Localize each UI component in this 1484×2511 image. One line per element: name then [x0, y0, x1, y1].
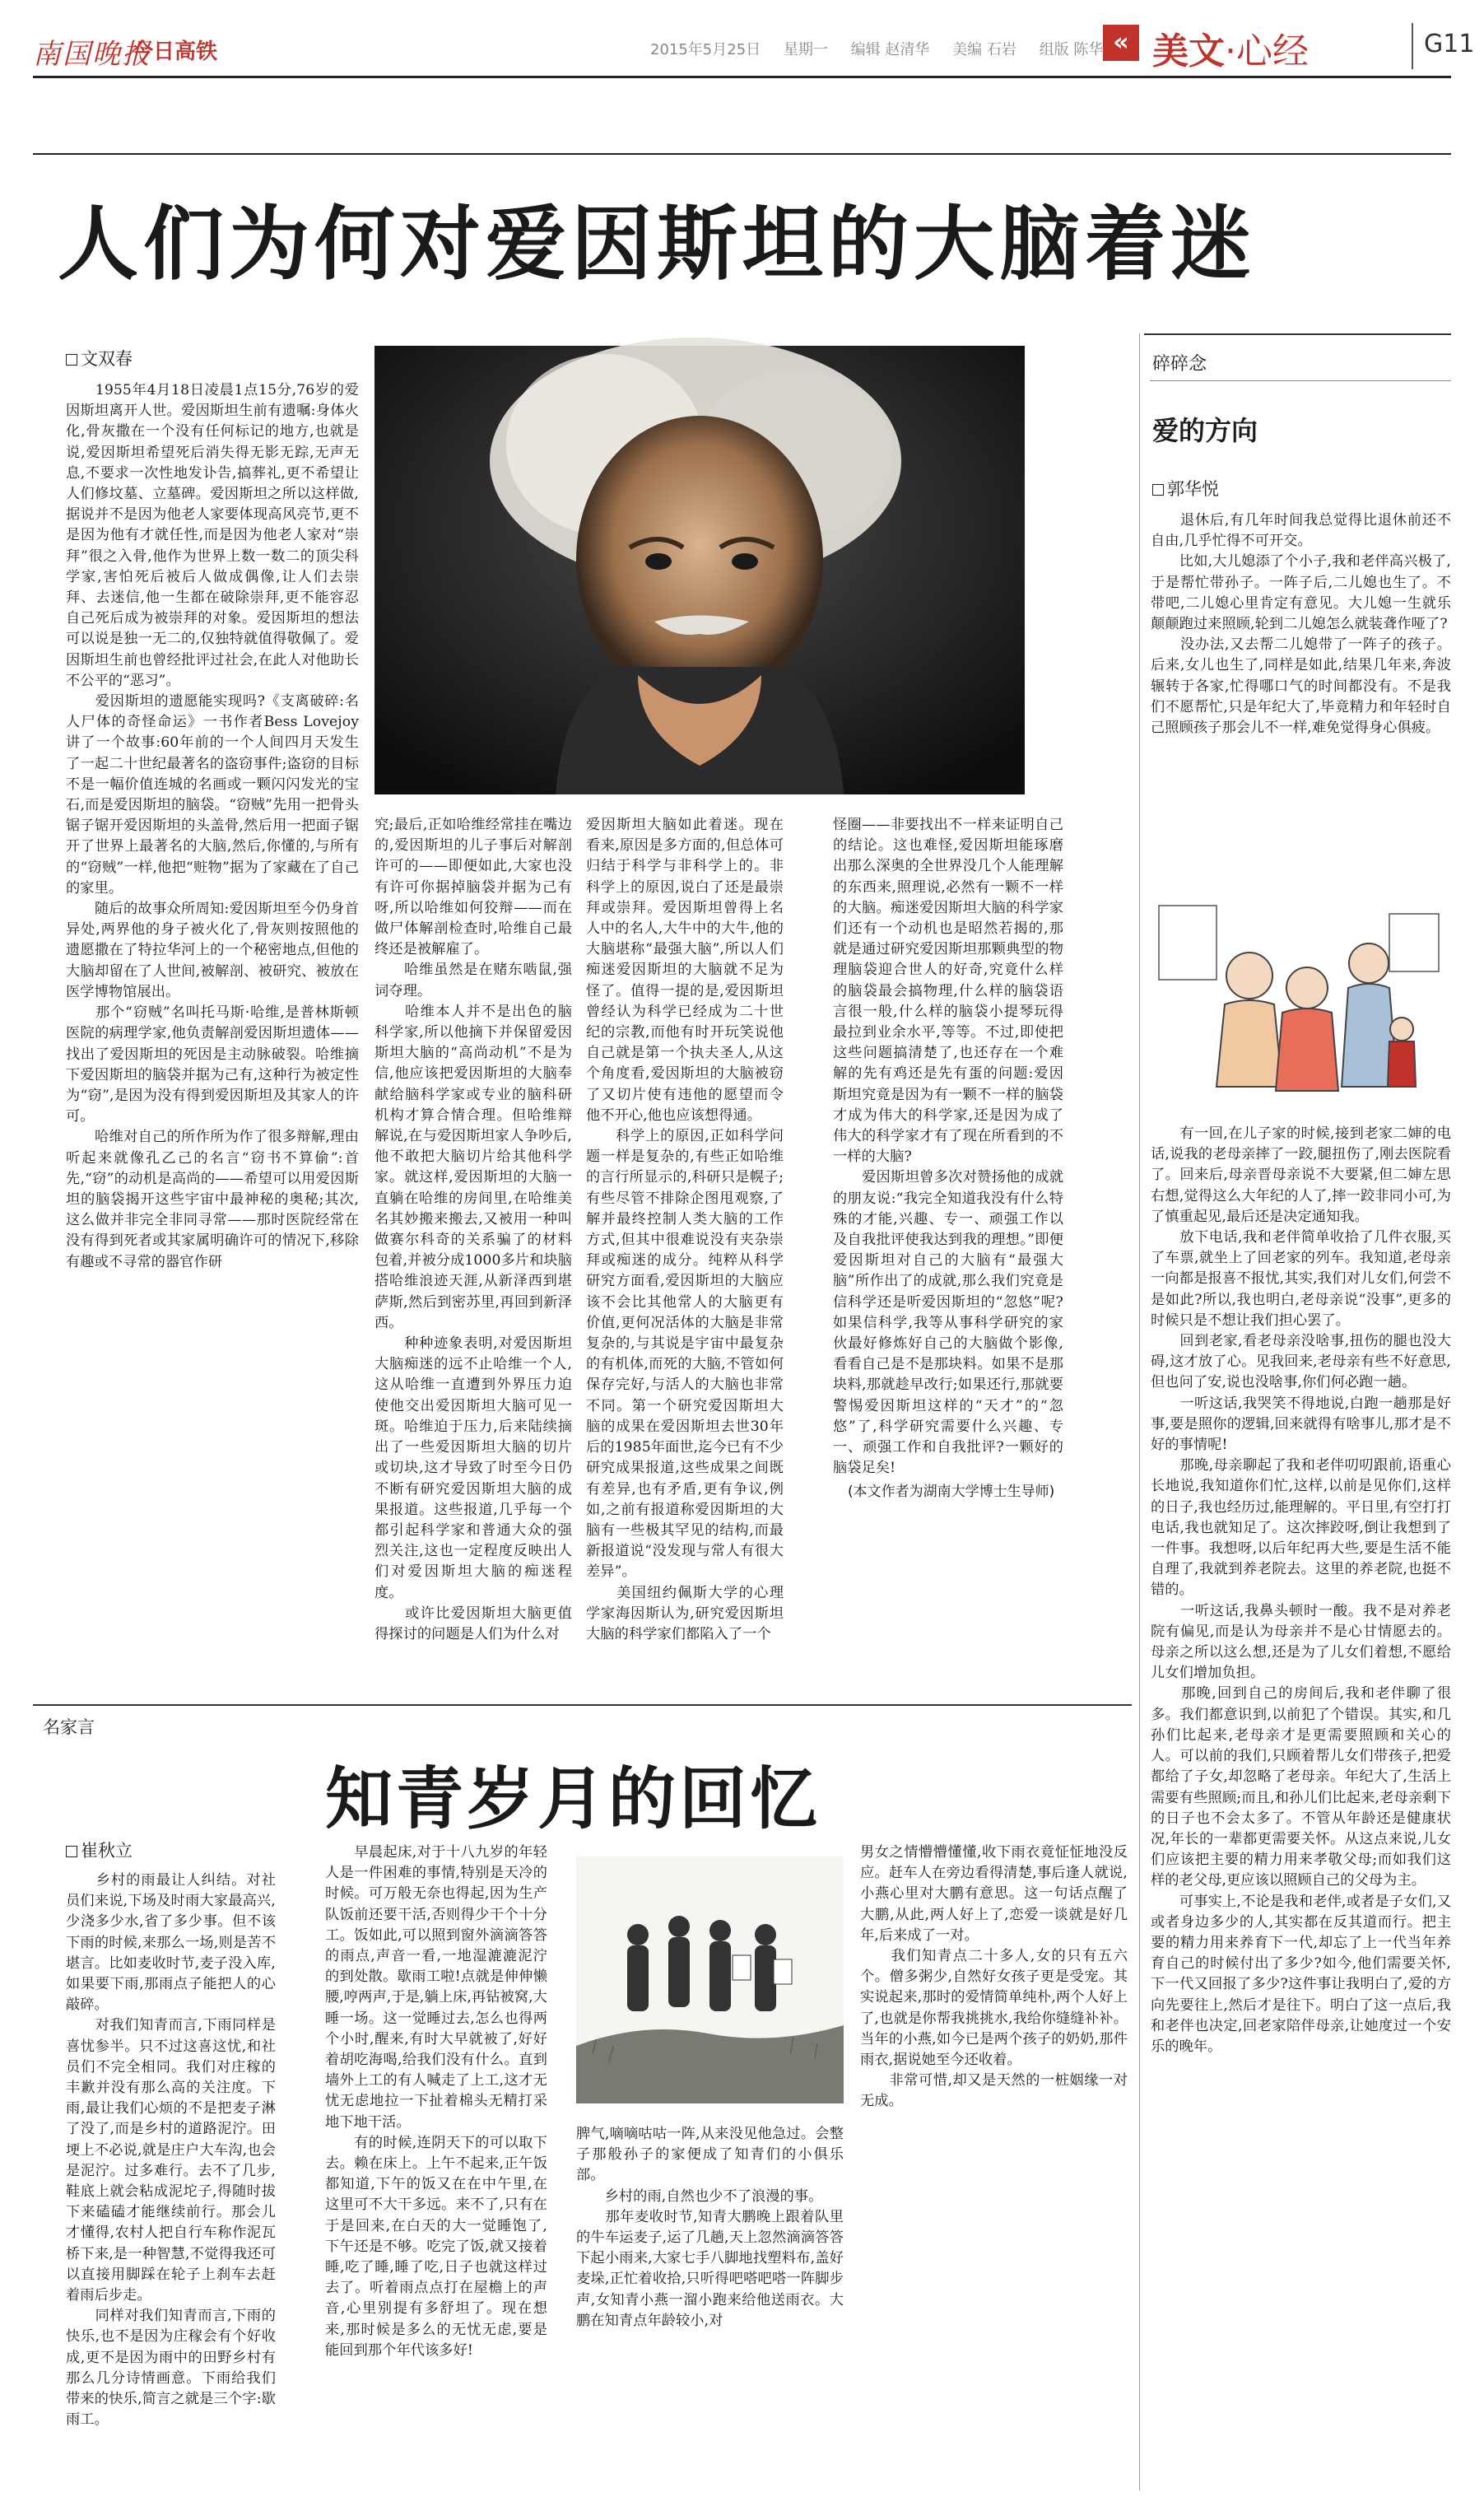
portrait-photo-icon	[374, 346, 1025, 794]
sidebar-title: 爱的方向	[1152, 415, 1258, 446]
sidebar-text-bottom: 有一回,在儿子家的时候,接到老家二婶的电话,说我的老母亲摔了一跤,腿扭伤了,刚去医院看了。回来后,母亲晋母亲说不大要紧,但二婶左思右想,觉得这么大年纪的人了,摔一跤非同小可,为了慎重起见,最后还是决定通知我。 放下电话,我和老伴简单收拾了几件衣服,买了车票,就坐上了回老家的列车。我知道,老母亲一向都是报喜不报忧,其实,我们对儿女们,何尝不是如此?所以,我也明白,老母亲说“没事”,更多的时候只是不想让我们担心罢了。 回到老家,看老母亲没啥事,扭伤的腿也没大碍,这才放了心。见我回来,老母亲有些不好意思,但也问了安,说也没啥事,你们何必跑一趟。 一听这话,我哭笑不得地说,白跑一趟那是好事,要是照你的逻辑,回来就得有啥事儿,那才是不好的事情呢! 那晚,母亲聊起了我和老伴叨叨跟前,语重心长地说,我知道你们忙,这样,以前是见你们,这样的日子,我也经历过,能理解的。平日里,有空打打电话,我也就知足了。这次摔跤呀,倒让我想到了一件事。我想呀,以后年纪再大些,要是生活不能自理了,我就到养老院去。这里的养老院,也挺不错的。 一听这话,我鼻头顿时一酸。我不是对养老院有偏见,而是认为母亲并不是心甘情愿去的。母亲之所以这么想,还是为了儿女们着想,不愿给儿女们增加负担。 那晚,回到自己的房间后,我和老伴聊了很多。我们都意识到,以前犯了个错误。其实,和几孙们比起来,老母亲才是更需要照顾和关心的人。可以前的我们,只顾着帮儿女们带孩子,把爱都给了子女,却忽略了老母亲。年纪大了,生活上需要有些照顾;而且,和孙儿们比起来,老母亲剩下的日子也不会太多了。不管从年龄还是健康状况,年长的一辈都更需要关怀。从这点来说,儿女们应该把主要的精力用来孝敬父母;而如我们这样的老父母,更应该以照顾自己的父母为主。 可事实上,不论是我和老伴,或者是子女们,又或者身边多少的人,其实都在反其道而行。把主要的精力用来养育下一代,却忘了上一代当年养育自己的时候付出了多少?如今,他们需要关怀,下一代又回报了多少?这件事让我明白了,爱的方向先要往上,然后才是往下。明白了这一点后,我和老伴也决定,回老家陪伴母亲,让她度过一个安乐的晚年。	[1151, 1125, 1451, 2055]
header-rule-secondary	[33, 153, 1451, 155]
issue-art-editor: 美编 石岩	[952, 41, 1016, 58]
section-title: 美文	[1152, 30, 1225, 72]
einstein-portrait-photo	[374, 346, 1025, 794]
issue-meta	[650, 38, 1121, 59]
main-headline: 人们为何对爱因斯坦的大脑着迷	[58, 198, 1257, 291]
edition-label: 今日高铁	[132, 40, 218, 64]
main-author: 文双春	[81, 349, 133, 369]
byline-box-icon	[66, 1846, 77, 1857]
second-article-tag: 名家言	[43, 1717, 95, 1737]
issue-weekday: 星期一	[783, 41, 828, 58]
sidebar-divider	[1139, 333, 1140, 2490]
sidebar-author: 郭华悦	[1167, 479, 1219, 499]
masthead-logo: 南国晚报	[33, 38, 151, 71]
byline-box-icon	[66, 354, 77, 366]
second-article-column-4: 男女之情懵懵懂懂,收下雨衣竟怔怔地没反应。赶车人在旁边看得清楚,事后逢人就说,小燕心里对大鹏有意思。这一句话点醒了大鹏,从此,两人好上了,恋爱一谈就是好几年,后来成了一对。 我们知青点二十多人,女的只有五六个。僧多粥少,自然好女孩子更是受宠。其实说起来,那时的爱情简单纯朴,两个人好上了,也就是你帮我挑挑水,我给你缝缝补补。当年的小燕,如今已是两个孩子的奶奶,那件雨衣,据说她至今还收着。 非常可惜,却又是天然的一桩姻缘一对无成。	[860, 1844, 1128, 2110]
second-article-rule	[33, 1704, 1132, 1706]
issue-date: 2015年5月25日	[650, 41, 761, 58]
page-divider	[1412, 23, 1413, 69]
sidebar-tag: 碎碎念	[1152, 354, 1207, 375]
zhiqing-photo-icon	[576, 1856, 844, 2103]
sidebar-tag-rule	[1150, 380, 1451, 381]
main-column-4: 怪圈——非要找出不一样来证明自己的结论。这也难怪,爱因斯坦能琢磨出那么深奥的全世界没几个人能理解的东西来,照理说,必然有一颗不一样的大脑。痴迷爱因斯坦大脑的科学家们还有一个动机也是昭然若揭的,那就是通过研究爱因斯坦那颗典型的物理脑袋迎合世人的好奇,究竟什么样的脑袋最会搞物理,什么样的脑袋语言很一般,什么样的脑袋小提琴玩得最拉到业余水平,等等。不过,即使把这些问题搞清楚了,也还存在一个难解的先有鸡还是先有蛋的问题:爱因斯坦究竟是因为有一颗不一样的脑袋才成为伟大的科学家,还是因为成了伟大的科学家才有了现在所看到的不一样的大脑? 爱因斯坦曾多次对赞扬他的成就的朋友说:“我完全知道我没有什么特殊的才能,兴趣、专一、顽强工作以及自我批评使我达到我的理想。”即便爱因斯坦对自己的大脑有“最强大脑”所作出了的成就,那么我们究竟是信科学还是听爱因斯坦的“忽悠”呢?如果信科学,我等从事科学研究的家伙最好修炼好自己的大脑做个影像,看看自己是不是那块料。如果不是那块料,那就趁早改行;如果还行,那就要警惕爱因斯坦这样的“天才”的“忽悠”了,科学研究需要什么兴趣、专一、顽强工作和自我批评?一颗好的脑袋足矣!	[833, 817, 1063, 1477]
sidebar-text-top: 退休后,有几年时间我总觉得比退休前还不自由,几乎忙得不可开交。 比如,大儿媳添了个小子,我和老伴高兴极了,于是帮忙带孙子。一阵子后,二儿媳也生了。不带吧,二儿媳心里肯定有意见。大儿媳一生就乐颠颠跑过来照顾,轮到二儿媳怎么就装聋作哑了? 没办法,又去帮二儿媳带了一阵子的孩子。后来,女儿也生了,同样是如此,结果几年来,奔波辗转于各家,忙得哪口气的时间都没有。不是我们不愿帮忙,只是年纪大了,毕竟精力和年轻时自己照顾孩子那会儿不一样,难免觉得身心俱疲。	[1151, 512, 1451, 737]
main-column-2: 究;最后,正如哈维经常挂在嘴边的,爱因斯坦的儿子事后对解剖许可的——即便如此,大家也没有许可你据掉脑袋并据为己有呀,所以哈维如何狡辩——而在做尸体解剖检查时,哈维自己最终还是被解雇了。 哈维虽然是在赌东啮鼠,强词夺理。 哈维本人并不是出色的脑科学家,所以他摘下并保留爱因斯坦大脑的“高尚动机”不是为信,他应该把爱因斯坦的大脑奉献给脑科学家或专业的脑科研机构才算合情合理。但哈维辩解说,在与爱因斯坦家人争吵后,他不敢把大脑切片给其他科学家。就这样,爱因斯坦的大脑一直躺在哈维的房间里,在哈维美名其妙搬来搬去,又被用一种叫做赛尔科奇的关系骗了的材料包着,并被分成1000多片和块脑搭哈维浪迹天涯,从新泽西到堪萨斯,然后到密苏里,再回到新泽西。 种种迹象表明,对爱因斯坦大脑痴迷的远不止哈维一个人,这从哈维一直遭到外界压力迫使他交出爱因斯坦大脑可见一斑。哈维迫于压力,后来陆续摘出了一些爱因斯坦大脑的切片或切块,这才导致了时至今日仍不断有研究爱因斯坦大脑的成果报道。这些报道,几乎每一个都引起科学家和普通大众的强烈关注,这也一定程度反映出人们对爱因斯坦大脑的痴迷程度。 或许比爱因斯坦大脑更值得探讨的问题是人们为什么对	[374, 817, 572, 1642]
byline-box-icon	[1152, 484, 1164, 496]
sidebar-rule	[1144, 333, 1451, 335]
main-byline	[66, 346, 133, 370]
second-article-column-2: 早晨起床,对于十八九岁的年轻人是一件困难的事情,特别是天冷的时候。可万般无奈也得起,因为生产队饭前还要干活,否则得少干个十分工。饭如此,可以照到窗外滴滴答答的雨点,声音一看,一地湿漉漉泥泞的到处散。歇雨工啦!点就是伸伸懒腰,哼两声,于是,躺上床,再钻被窝,大睡一场。这一觉睡过去,怎么也得两个小时,醒来,有时大早就被了,好好着胡吃海喝,给我们没有什么。直到墙外上工的有人喊走了上工,这才无忧无虑地拉一下扯着棉头无精打采地下地干活。 有的时候,连阴天下的可以取下去。赖在床上。上午不起来,正午饭都知道,下午的饭又在在中午里,在这里可不大干多远。来不了,只有在于是回来,在白天的大一觉睡饱了,下午还是不够。吃完了饭,就又接着睡,吃了睡,睡了吃,日子也就这样过去了。听着雨点点打在屋檐上的声音,心里别提有多舒坦了。现在想来,那时候是多么的无忧无虑,要是能回到那个年代该多好!	[325, 1844, 547, 2359]
second-article-column-1: 乡村的雨最让人纠结。对社员们来说,下场及时雨大家最高兴,少浇多少水,省了多少事。但不该下雨的时候,来那么一场,则是苦不堪言。比如麦收时节,麦子没入库,如果要下雨,那雨点子能把人的心敲碎。 对我们知青而言,下雨同样是喜忧参半。只不过这喜这忧,和社员们不完全相同。我们对庄稼的丰歉并没有那么高的关注度。下雨,最让我们心烦的不是把麦子淋了没了,而是乡村的道路泥泞。田埂上不必说,就是庄户大车沟,也会是泥泞。过多难行。去不了几步,鞋底上就会粘成泥坨子,得随时拔下来磕磕才能继续前行。那会儿才懂得,农村人把自行车称作泥瓦桥下来,是一种智慧,不觉得我还可以直接用脚踩在轮子上刹车去赶着雨后步走。 同样对我们知青而言,下雨的快乐,也不是因为庄稼会有个好收成,更不是因为雨中的田野乡村有那么几分诗情画意。下雨给我们带来的快乐,简言之就是三个字:歇雨工。	[66, 1872, 276, 2429]
section-subtitle: ·心经	[1225, 30, 1309, 72]
second-article-byline	[66, 1838, 133, 1862]
zhiqing-group-photo	[576, 1856, 844, 2103]
header-rule	[33, 76, 1451, 78]
family-illustration-icon	[1151, 897, 1451, 1103]
family-illustration	[1151, 897, 1451, 1103]
author-note: (本文作者为湖南大学博士生导师)	[848, 1484, 1055, 1500]
section-name	[1152, 21, 1309, 74]
main-column-1: 1955年4月18日凌晨1点15分,76岁的爱因斯坦离开人世。爱因斯坦生前有遗嘱:身体火化,骨灰撒在一个没有任何标记的地方,也就是说,爱因斯坦希望死后消失得无影无踪,无声无息,不要求一次性地发讣告,搞葬礼,更不希望让人们修坟墓、立墓碑。爱因斯坦之所以这样做,据说并不是因为他老人家要体现高风亮节,更不是因为他有才就任性,而是因为他老人家对“崇拜”很之入骨,他作为世界上数一数二的顶尖科学家,害怕死后被后人做成偶像,让人们去崇拜、去迷信,他一生都在破除崇拜,更不能容忍自己死后成为被崇拜的对象。爱因斯坦的想法可以说是独一无二的,仅独特就值得敬佩了。爱因斯坦生前也曾经批评过社会,在此人对他助长不公平的“恶习”。 爱因斯坦的遗愿能实现吗?《支离破碎:名人尸体的奇怪命运》一书作者Bess Lovejoy讲了一个故事:60年前的一个人间四月天发生了一起二十世纪最著名的盗窃事件;盗窃的目标不是一幅价值连城的名画或一颗闪闪发光的宝石,而是爱因斯坦的脑袋。“窃贼”先用一把骨头锯子锯开爱因斯坦的头盖骨,然后用一把面子锯开了世界上最著名的大脑,然后,你懂的,与所有的“窃贼”一样,他把“赃物”据为了家藏在了自己的家里。 随后的故事众所周知:爱因斯坦至今仍身首异处,两界他的身子被火化了,骨灰则按照他的遗愿撒在了特拉华河上的一个秘密地点,但他的大脑却留在了人世间,被解剖、被研究、被放在医学博物馆展出。 那个“窃贼”名叫托马斯·哈维,是普林斯顿医院的病理学家,他负责解剖爱因斯坦遗体——找出了爱因斯坦的死因是主动脉破裂。哈维摘下爱因斯坦的脑袋并据为己有,这种行为被定性为“窃”,是因为没有得到爱因斯坦及其家人的许可。 哈维对自己的所作所为作了很多辩解,理由听起来就像孔乙己的名言“窃书不算偷”:首先,“窃”的动机是高尚的——希望可以用爱因斯坦的脑袋揭开这些宇宙中最神秘的奥秘;其次,这么做并非完全非同寻常——那时医院经常在没有得到死者或其家属明确许可的情况下,移除有趣或不寻常的器官作研	[66, 382, 359, 1270]
second-article-author: 崔秋立	[81, 1841, 133, 1861]
sidebar-byline	[1152, 476, 1219, 501]
issue-layout-editor: 组版 陈华	[1039, 41, 1104, 58]
main-column-3: 爱因斯坦大脑如此着迷。现在看来,原因是多方面的,但总体可归结于科学与非科学上的。非科学上的原因,说白了还是最崇拜或崇拜。爱因斯坦曾得上名人中的名人,大牛中的大牛,他的大脑堪称“最强大脑”,所以人们痴迷爱因斯坦的大脑就不足为怪了。值得一提的是,爱因斯坦曾经认为科学已经成为二十世纪的宗教,而他有时开玩笑说他自己就是第一个执夫圣人,从这个角度看,爱因斯坦的大脑被窃了又切片使有违他的愿望而令他不开心,他也应该想得通。 科学上的原因,正如科学问题一样是复杂的,有些正如哈维的言行所显示的,科研只是幌子;有些尽管不排除企图甩观察,了解并最终控制人类大脑的工作方式,但其中很难说没有夹杂崇拜或痴迷的成分。纯粹从科学研究方面看,爱因斯坦的大脑应该不会比其他常人的大脑更有价值,更何况活体的大脑是非常复杂的,与其说是宇宙中最复杂的有机体,而死的大脑,不管如何保存完好,与活人的大脑也非常不同。第一个研究爱因斯坦大脑的成果在爱因斯坦去世30年后的1985年面世,迄今已有不少研究成果报道,这些成果之间既有差异,也有矛盾,更有争议,例如,之前有报道称爱因斯坦的大脑有一些极其罕见的结构,而最新报道说“没发现与常人有很大差异”。 美国纽约佩斯大学的心理学家海因斯认为,研究爱因斯坦大脑的科学家们都陷入了一个	[586, 817, 784, 1642]
page-number: G11	[1424, 30, 1475, 58]
second-article-column-3: 脾气,嘀嘀咕咕一阵,从来没见他急过。会整子那般孙子的家便成了知青们的小俱乐部。 乡村的雨,自然也少不了浪漫的事。 那年麦收时节,知青大鹏晚上跟着队里的牛车运麦子,运了几趟,天上忽然滴滴答答下起小雨来,大家七手八脚地找塑料布,盖好麦垛,正忙着收拾,只听得吧嗒吧嗒一阵脚步声,女知青小燕一溜小跑来给他送雨衣。大鹏在知青点年龄较小,对	[576, 2126, 844, 2329]
second-article-headline: 知青岁月的回忆	[325, 1760, 821, 1838]
issue-editor: 编辑 赵清华	[850, 41, 930, 58]
section-marker-icon: «	[1103, 25, 1139, 61]
